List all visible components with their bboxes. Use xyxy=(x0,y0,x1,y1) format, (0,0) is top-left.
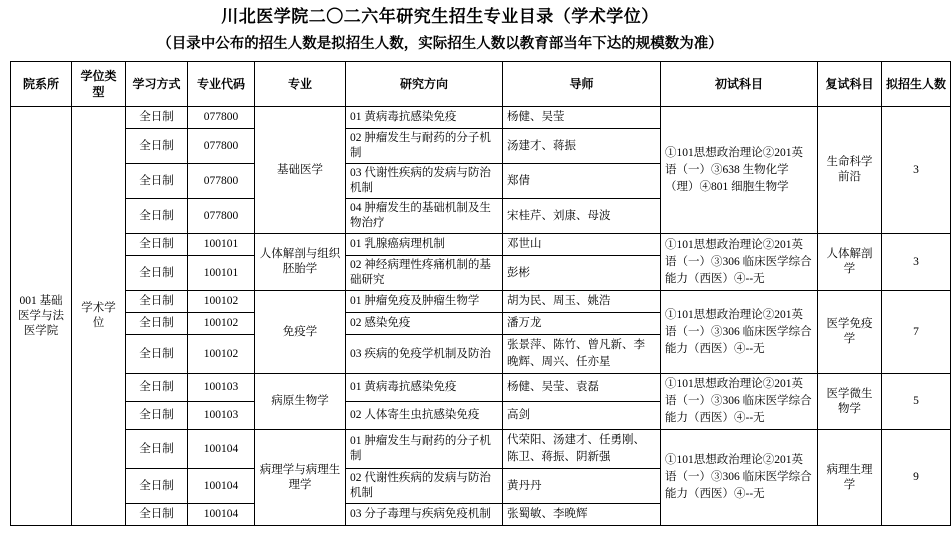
document-page xyxy=(0,6,947,534)
cell-research-direction: 01 乳腺癌病理机制 xyxy=(346,234,503,256)
column-header-study-mode: 学习方式 xyxy=(126,62,188,107)
cell-advisor: 杨健、吴莹、袁磊 xyxy=(503,374,661,402)
cell-major-code: 100104 xyxy=(188,504,255,526)
cell-research-direction: 01 肿瘤发生与耐药的分子机制 xyxy=(346,430,503,469)
cell-research-direction: 03 代谢性疾病的发病与防治机制 xyxy=(346,164,503,199)
cell-major-code: 100103 xyxy=(188,402,255,430)
cell-research-direction: 04 肿瘤发生的基础机制及生物治疗 xyxy=(346,199,503,234)
cell-research-direction: 02 感染免疫 xyxy=(346,313,503,335)
cell-planned-enrollment: 7 xyxy=(882,291,951,374)
cell-major-code: 100102 xyxy=(188,291,255,313)
cell-planned-enrollment: 3 xyxy=(882,107,951,234)
table-row xyxy=(11,291,951,313)
cell-degree-type: 学术学位 xyxy=(72,107,126,526)
table-header xyxy=(11,62,951,107)
table-header-row xyxy=(11,62,951,107)
table-body xyxy=(11,107,951,526)
cell-research-direction: 01 肿瘤免疫及肿瘤生物学 xyxy=(346,291,503,313)
cell-study-mode: 全日制 xyxy=(126,256,188,291)
cell-major: 免疫学 xyxy=(255,291,346,374)
cell-first-exam: ①101思想政治理论②201英语（一）③638 生物化学（理）④801 细胞生物学 xyxy=(661,107,818,234)
cell-major-code: 100102 xyxy=(188,313,255,335)
column-header-retest-subject: 复试科目 xyxy=(818,62,882,107)
cell-major-code: 077800 xyxy=(188,107,255,129)
column-header-research-direction: 研究方向 xyxy=(346,62,503,107)
cell-research-direction: 02 神经病理性疼痛机制的基础研究 xyxy=(346,256,503,291)
page-title: 川北医学院二〇二六年研究生招生专业目录（学术学位） xyxy=(221,7,659,26)
cell-advisor: 郑倩 xyxy=(503,164,661,199)
column-header-degree-type: 学位类型 xyxy=(72,62,126,107)
cell-advisor: 彭彬 xyxy=(503,256,661,291)
cell-study-mode: 全日制 xyxy=(126,107,188,129)
cell-study-mode: 全日制 xyxy=(126,291,188,313)
cell-first-exam: ①101思想政治理论②201英语（一）③306 临床医学综合能力（西医）④--无 xyxy=(661,234,818,291)
cell-study-mode: 全日制 xyxy=(126,164,188,199)
cell-retest-subject: 病理生理学 xyxy=(818,430,882,526)
table-row xyxy=(11,234,951,256)
admissions-catalog-table xyxy=(10,61,951,526)
cell-major: 基础医学 xyxy=(255,107,346,234)
cell-major-code: 100104 xyxy=(188,469,255,504)
cell-study-mode: 全日制 xyxy=(126,129,188,164)
cell-major-code: 077800 xyxy=(188,199,255,234)
cell-major-code: 077800 xyxy=(188,164,255,199)
page-subtitle: （目录中公布的招生人数是拟招生人数，实际招生人数以教育部当年下达的规模数为准） xyxy=(157,36,723,52)
cell-advisor: 胡为民、周玉、姚浩 xyxy=(503,291,661,313)
cell-planned-enrollment: 9 xyxy=(882,430,951,526)
cell-first-exam: ①101思想政治理论②201英语（一）③306 临床医学综合能力（西医）④--无 xyxy=(661,374,818,430)
cell-study-mode: 全日制 xyxy=(126,335,188,374)
cell-major-code: 100104 xyxy=(188,430,255,469)
cell-planned-enrollment: 3 xyxy=(882,234,951,291)
cell-research-direction: 02 代谢性疾病的发病与防治机制 xyxy=(346,469,503,504)
cell-major-code: 077800 xyxy=(188,129,255,164)
cell-advisor: 潘万龙 xyxy=(503,313,661,335)
cell-study-mode: 全日制 xyxy=(126,374,188,402)
cell-advisor: 黄丹丹 xyxy=(503,469,661,504)
cell-study-mode: 全日制 xyxy=(126,199,188,234)
cell-retest-subject: 医学微生物学 xyxy=(818,374,882,430)
cell-first-exam: ①101思想政治理论②201英语（一）③306 临床医学综合能力（西医）④--无 xyxy=(661,430,818,526)
column-header-advisor: 导师 xyxy=(503,62,661,107)
cell-major: 病原生物学 xyxy=(255,374,346,430)
cell-institute: 001 基础医学与法医学院 xyxy=(11,107,72,526)
cell-planned-enrollment: 5 xyxy=(882,374,951,430)
cell-major-code: 100101 xyxy=(188,234,255,256)
cell-study-mode: 全日制 xyxy=(126,504,188,526)
table-row xyxy=(11,430,951,469)
column-header-major-code: 专业代码 xyxy=(188,62,255,107)
cell-study-mode: 全日制 xyxy=(126,402,188,430)
cell-study-mode: 全日制 xyxy=(126,313,188,335)
table-row xyxy=(11,374,951,402)
cell-study-mode: 全日制 xyxy=(126,430,188,469)
cell-advisor: 张景萍、陈竹、曾凡新、李晚辉、周兴、任亦星 xyxy=(503,335,661,374)
cell-research-direction: 02 人体寄生虫抗感染免疫 xyxy=(346,402,503,430)
cell-retest-subject: 人体解剖学 xyxy=(818,234,882,291)
cell-study-mode: 全日制 xyxy=(126,469,188,504)
cell-research-direction: 01 黄病毒抗感染免疫 xyxy=(346,107,503,129)
cell-research-direction: 02 肿瘤发生与耐药的分子机制 xyxy=(346,129,503,164)
cell-study-mode: 全日制 xyxy=(126,234,188,256)
cell-research-direction: 03 分子毒理与疾病免疫机制 xyxy=(346,504,503,526)
cell-research-direction: 03 疾病的免疫学机制及防治 xyxy=(346,335,503,374)
cell-advisor: 邓世山 xyxy=(503,234,661,256)
cell-retest-subject: 医学免疫学 xyxy=(818,291,882,374)
cell-major: 病理学与病理生理学 xyxy=(255,430,346,526)
cell-first-exam: ①101思想政治理论②201英语（一）③306 临床医学综合能力（西医）④--无 xyxy=(661,291,818,374)
table-row xyxy=(11,107,951,129)
column-header-first-exam: 初试科目 xyxy=(661,62,818,107)
column-header-institute: 院系所 xyxy=(11,62,72,107)
cell-major: 人体解剖与组织胚胎学 xyxy=(255,234,346,291)
cell-advisor: 汤建才、蒋振 xyxy=(503,129,661,164)
cell-advisor: 高剑 xyxy=(503,402,661,430)
cell-retest-subject: 生命科学前沿 xyxy=(818,107,882,234)
cell-major-code: 100101 xyxy=(188,256,255,291)
cell-advisor: 代荣阳、汤建才、任勇刚、陈卫、蒋振、阴新强 xyxy=(503,430,661,469)
cell-major-code: 100103 xyxy=(188,374,255,402)
cell-advisor: 宋桂芹、刘康、母波 xyxy=(503,199,661,234)
column-header-planned-enrollment: 拟招生人数 xyxy=(882,62,951,107)
cell-research-direction: 01 黄病毒抗感染免疫 xyxy=(346,374,503,402)
cell-advisor: 张蜀敏、李晚辉 xyxy=(503,504,661,526)
column-header-major: 专业 xyxy=(255,62,346,107)
cell-advisor: 杨健、吴莹 xyxy=(503,107,661,129)
cell-major-code: 100102 xyxy=(188,335,255,374)
